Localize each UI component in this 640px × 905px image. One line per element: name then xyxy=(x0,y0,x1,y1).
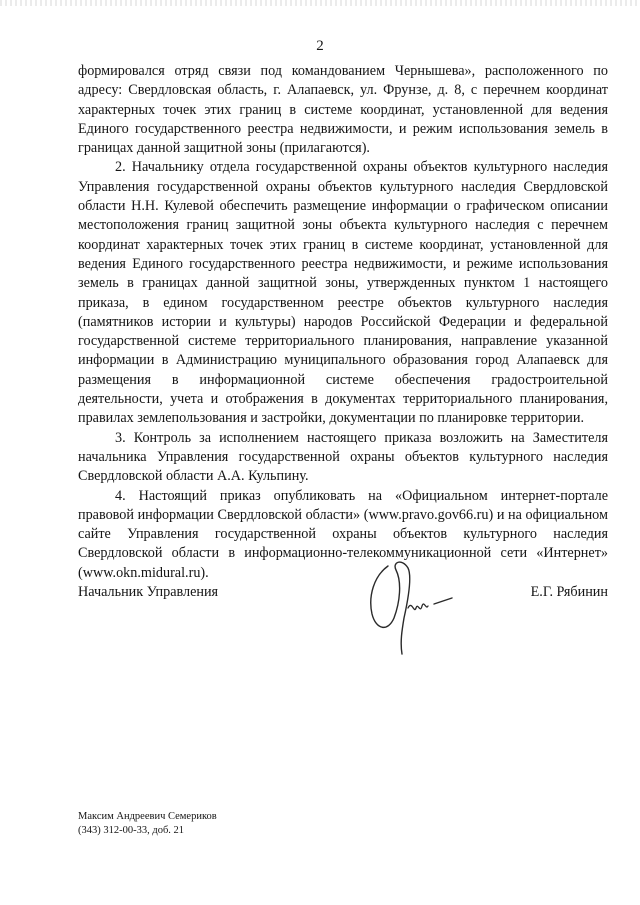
paragraph-item-3: 3. Контроль за исполнением настоящего приказа возложить на Заместителя начальника Управления государственной охраны объектов культурного наследия Свердловской области А.А. Кульпину. xyxy=(78,429,608,485)
executor-phone: (343) 312-00-33, доб. 21 xyxy=(78,825,185,836)
executor-name: Максим Андреевич Семериков xyxy=(78,811,217,822)
scan-edge-noise xyxy=(0,0,640,6)
signature-row xyxy=(78,584,608,604)
signatory-position: Начальник Управления xyxy=(78,584,219,600)
paragraph-item-2: 2. Начальнику отдела государственной охраны объектов культурного наследия Управления государственной охраны объектов культурного наследия Свердловской области Н.Н. Кулевой обеспечить размещение информации о графическом описании местоположения границ защитной зоны объекта культурного наследия с перечнем координат характерных точек этих границ в системе координат, установленной для ведения Единого государственного реестра недвижимости, и режиме использования земель в границах данной защитной зоны, утвержденных пунктом 1 настоящего приказа, в едином государственном реестре объектов культурного наследия (памятников истории и культуры) народов Российской Федерации и федеральной государственной системе территориального планирования, направление указанной информации в Администрацию муниципального образования город Алапаевск для размещения в информационной системе обеспечения градостроительной деятельности, учета и отображения в документах территориального планирования, правилах землепользования и застройки, документации по планировке территории. xyxy=(78,159,608,427)
signatory-name: Е.Г. Рябинин xyxy=(530,584,608,600)
document-body xyxy=(78,62,608,583)
executor-info xyxy=(78,810,217,838)
paragraph-item-4: 4. Настоящий приказ опубликовать на «Официальном интернет-портале правовой информации Свердловской области» (www.pravo.gov66.ru) и на официальном сайте Управления государственной охраны объектов культурного наследия Свердловской области в информационно-телекоммуникационной сети «Интернет» (www.okn.midural.ru). xyxy=(78,487,608,581)
paragraph-continuation: формировался отряд связи под командованием Чернышева», расположенного по адресу: Свердловская область, г. Алапаевск, ул. Фрунзе, д. 8, с перечнем координат характерных точек этих границ в системе координат, установленной для ведения Единого государственного реестра недвижимости, и режим использования земель в границах данной защитной зоны (прилагаются). xyxy=(78,63,608,157)
page-number: 2 xyxy=(316,38,324,54)
